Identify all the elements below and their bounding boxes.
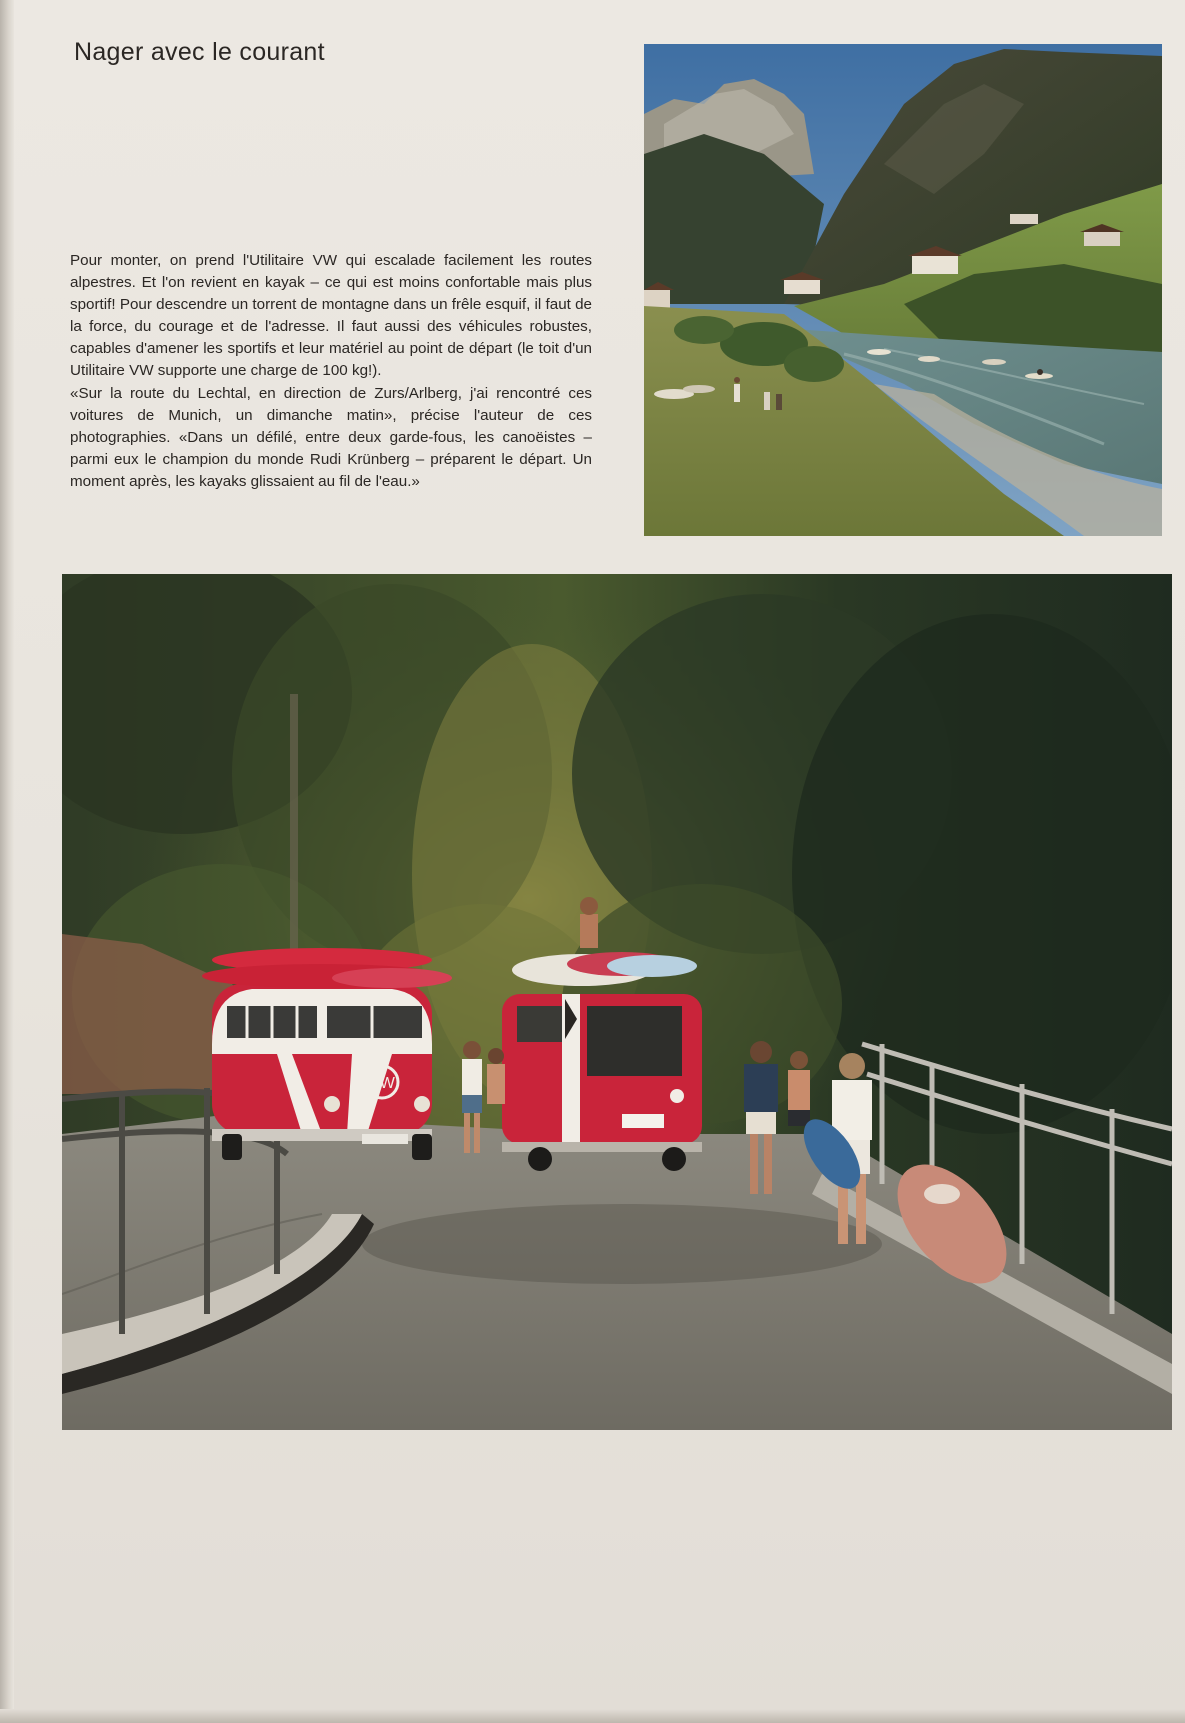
article-body: [70, 250, 592, 493]
mountain-river-valley-photo: [644, 44, 1162, 536]
paragraph-quote: «Sur la route du Lechtal, en direction de Zurs/Arlberg, j'ai rencontré ces voitures de Munich, un dimanche matin», précise l'auteur de ces photographies. «Dans un défilé, entre deux garde-fous, les canoëistes – parmi eux le champion du monde Rudi Krünberg – préparent le départ. Un moment après, les kayaks glissaient au fil de l'eau.»: [70, 384, 592, 490]
vw-van-front: [202, 948, 452, 1160]
svg-text:VW: VW: [369, 1075, 395, 1092]
page-binding-edge: [0, 0, 14, 1723]
vw-vans-kayaks-photo: [62, 574, 1172, 1430]
page-bottom-edge: [0, 1709, 1185, 1723]
paragraph-intro: Pour monter, on prend l'Utilitaire VW qui escalade facilement les routes alpestres. Et l'on revient en kayak – ce qui est moins confortable mais plus sportif! Pour descendre un torrent de montagne dans un frêle esquif, il faut de la force, du courage et de l'adresse. Il faut aussi des véhicules robustes, capables d'amener les sportifs et leur matériel au point de départ (le toit d'un Utilitaire VW supporte une charge de 100 kg!).: [70, 252, 592, 380]
page-title: Nager avec le courant: [74, 38, 325, 66]
